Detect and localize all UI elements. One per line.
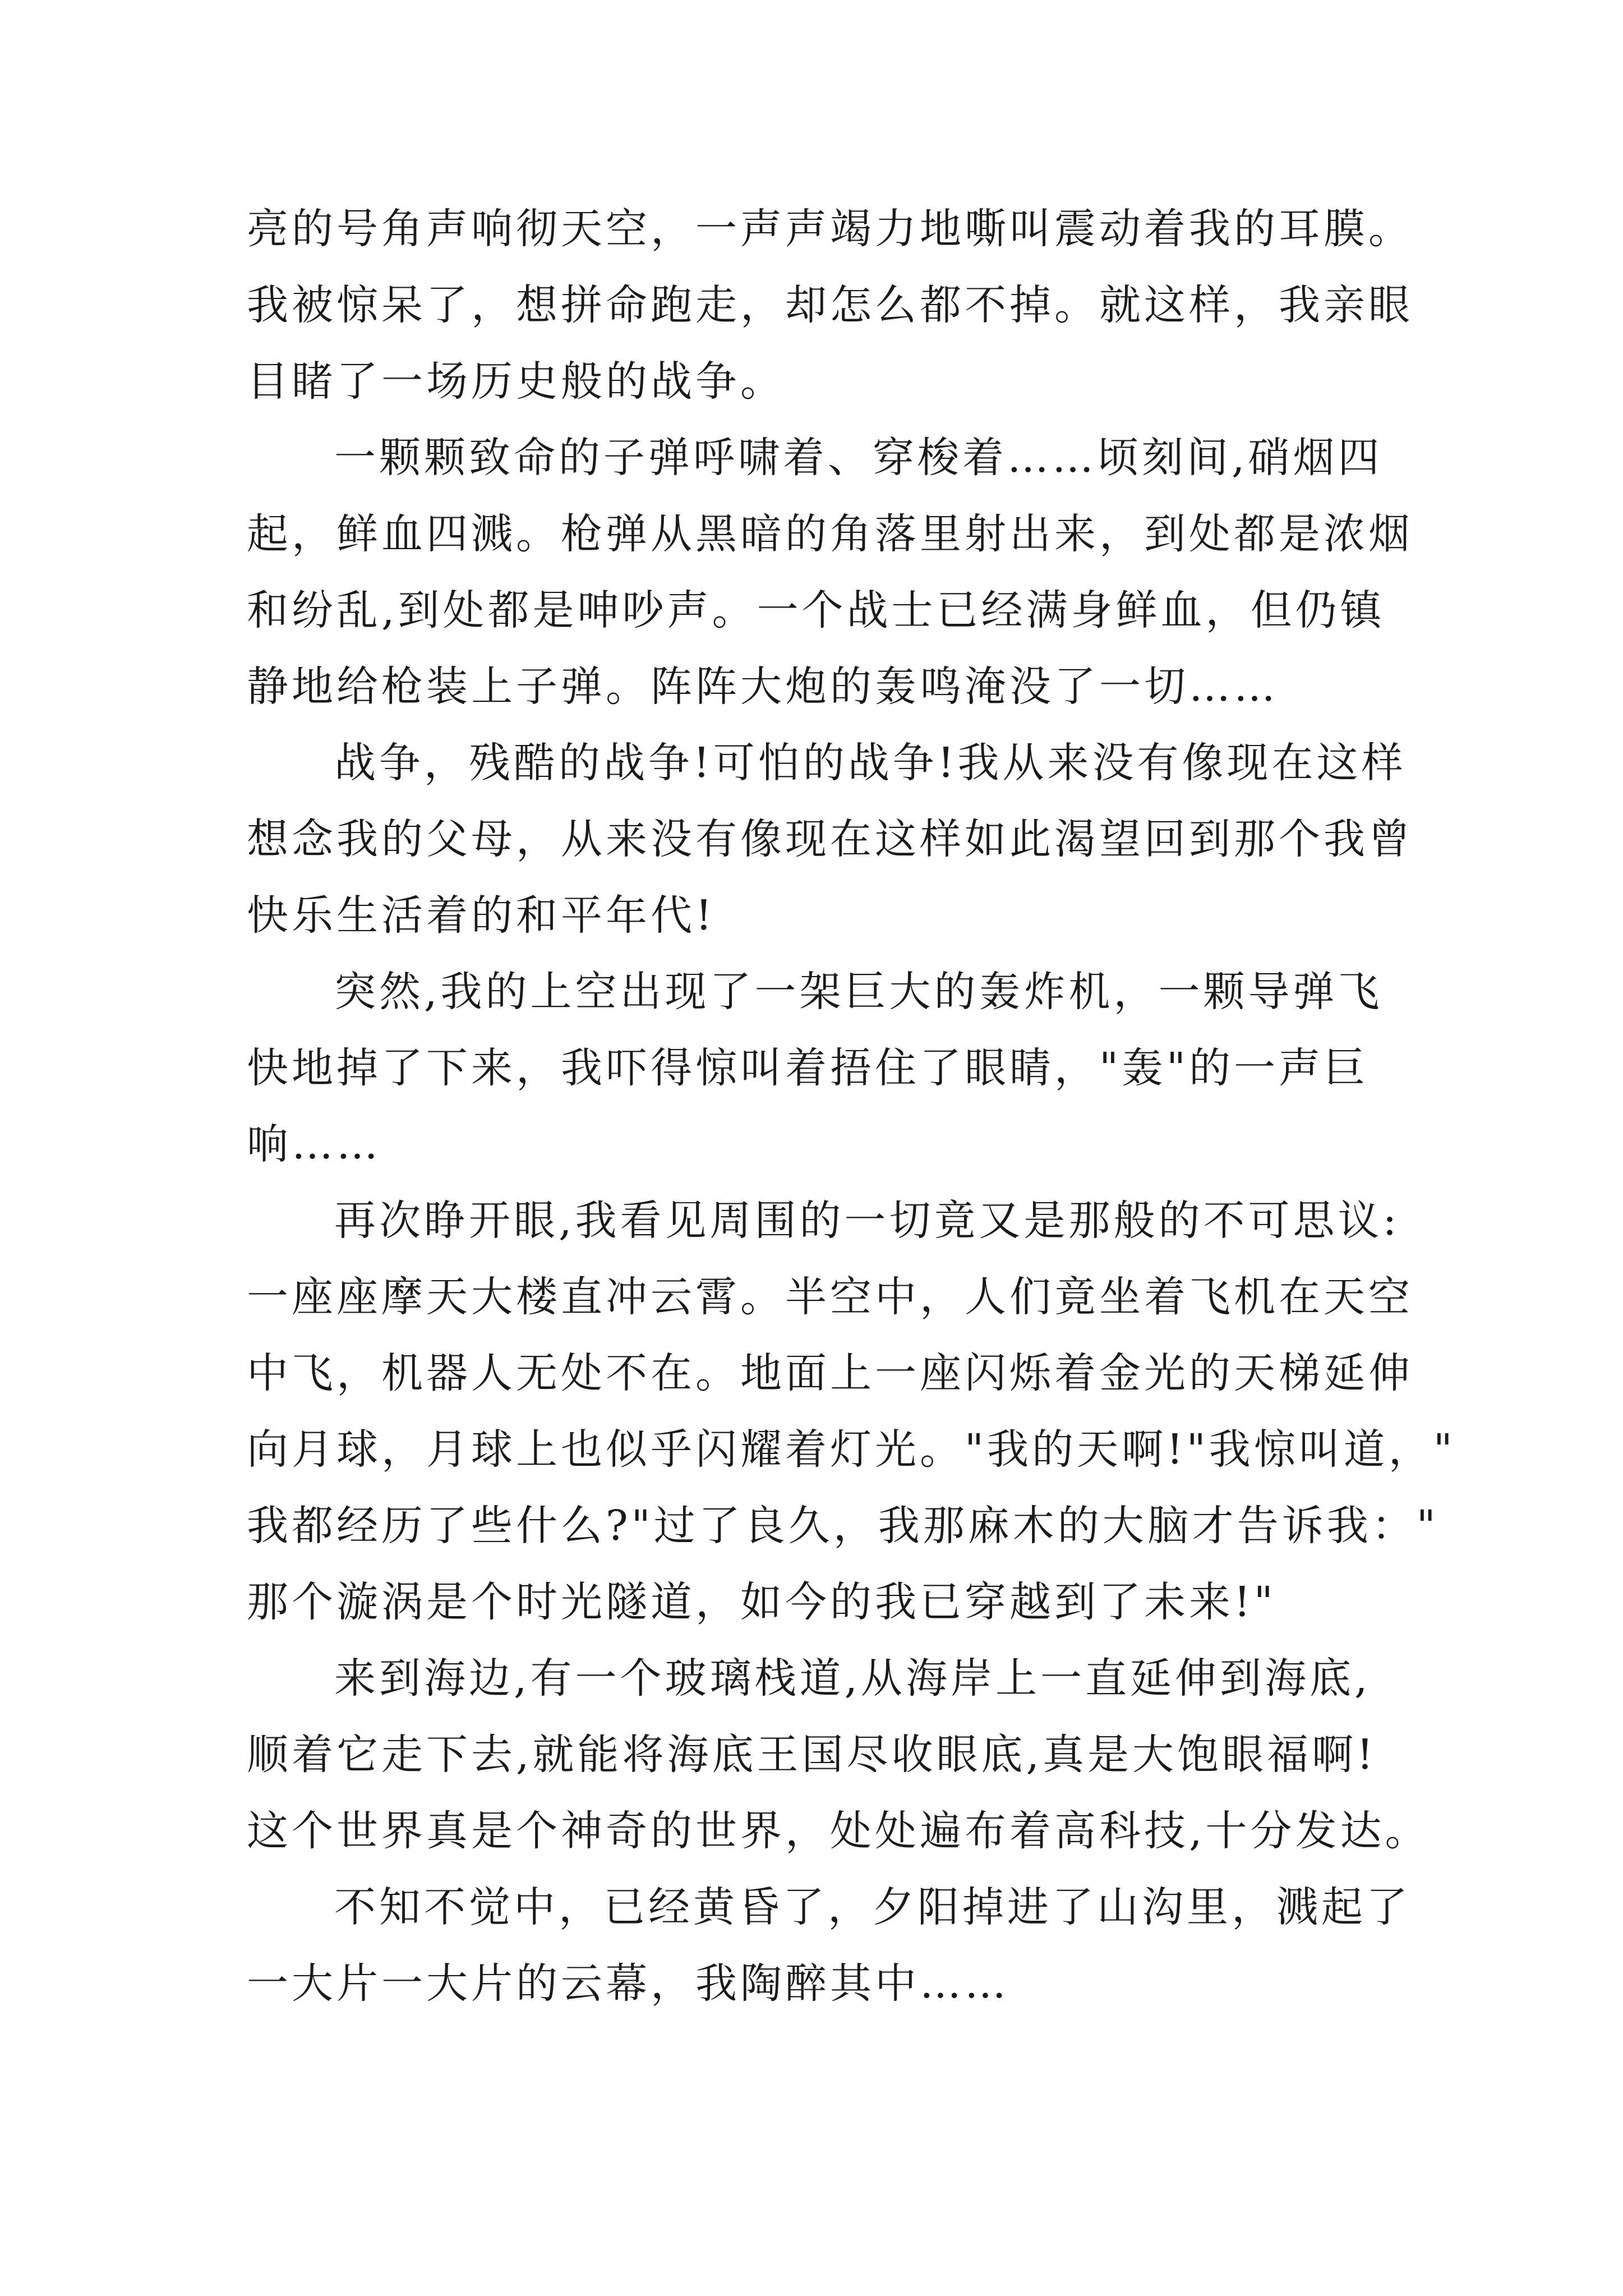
text-line: 响……: [247, 1120, 381, 1168]
text-line: 这个世界真是个神奇的世界，处处遍布着高科技,十分发达。: [247, 1807, 1430, 1855]
text-line: 目睹了一场历史般的战争。: [247, 357, 785, 406]
paragraph-6: [247, 1640, 1430, 1869]
text-line: 我都经历了些什么?"过了良久，我那麻木的大脑才告诉我：": [247, 1502, 1439, 1550]
paragraph-4: [247, 954, 1391, 1182]
text-line: 快乐生活着的和平年代!: [247, 891, 716, 940]
paragraph-5: [247, 1182, 1456, 1640]
text-line: 向月球，月球上也似乎闪耀着灯光。"我的天啊!"我惊叫道，": [247, 1425, 1456, 1474]
paragraph-2: [247, 420, 1413, 725]
text-line: 突然,我的上空出现了一架巨大的轰炸机，一颗导弹飞: [334, 968, 1383, 1016]
text-line: 再次睁开眼,我看见周围的一切竟又是那般的不可思议:: [334, 1197, 1400, 1245]
text-line: 那个漩涡是个时光隧道，如今的我已穿越到了未来!": [247, 1578, 1276, 1626]
text-line: 和纷乱,到处都是呻吵声。一个战士已经满身鲜血，但仍镇: [247, 586, 1385, 634]
document-body: [247, 191, 1456, 2022]
paragraph-1: [247, 191, 1413, 420]
text-line: 战争，残酷的战争!可怕的战争!我从来没有像现在这样: [334, 739, 1407, 787]
text-line: 顺着它走下去,就能将海底王国尽收眼底,真是大饱眼福啊!: [247, 1731, 1377, 1779]
text-line: 快地掉了下来，我吓得惊叫着捂住了眼睛，"轰"的一声巨: [247, 1044, 1369, 1092]
text-line: 我被惊呆了，想拼命跑走，却怎么都不掉。就这样，我亲眼: [247, 281, 1413, 329]
text-line: 想念我的父母，从来没有像现在这样如此渴望回到那个我曾: [247, 815, 1413, 863]
text-line: 中飞，机器人无处不在。地面上一座闪烁着金光的天梯延伸: [247, 1349, 1413, 1397]
text-line: 亮的号角声响彻天空，一声声竭力地嘶叫震动着我的耳膜。: [247, 205, 1413, 253]
text-line: 一颗颗致命的子弹呼啸着、穿梭着……顷刻间,硝烟四: [334, 434, 1383, 482]
paragraph-7: [247, 1869, 1411, 2022]
text-line: 不知不觉中，已经黄昏了，夕阳掉进了山沟里，溅起了: [334, 1883, 1411, 1931]
text-line: 一大片一大片的云幕，我陶醉其中……: [247, 1959, 1009, 2008]
paragraph-3: [247, 725, 1413, 954]
text-line: 静地给枪装上子弹。阵阵大炮的轰鸣淹没了一切……: [247, 662, 1279, 711]
text-line: 一座座摩天大楼直冲云霄。半空中，人们竟坐着飞机在天空: [247, 1273, 1413, 1321]
text-line: 来到海边,有一个玻璃栈道,从海岸上一直延伸到海底,: [334, 1654, 1371, 1703]
text-line: 起，鲜血四溅。枪弹从黑暗的角落里射出来，到处都是浓烟: [247, 510, 1413, 558]
